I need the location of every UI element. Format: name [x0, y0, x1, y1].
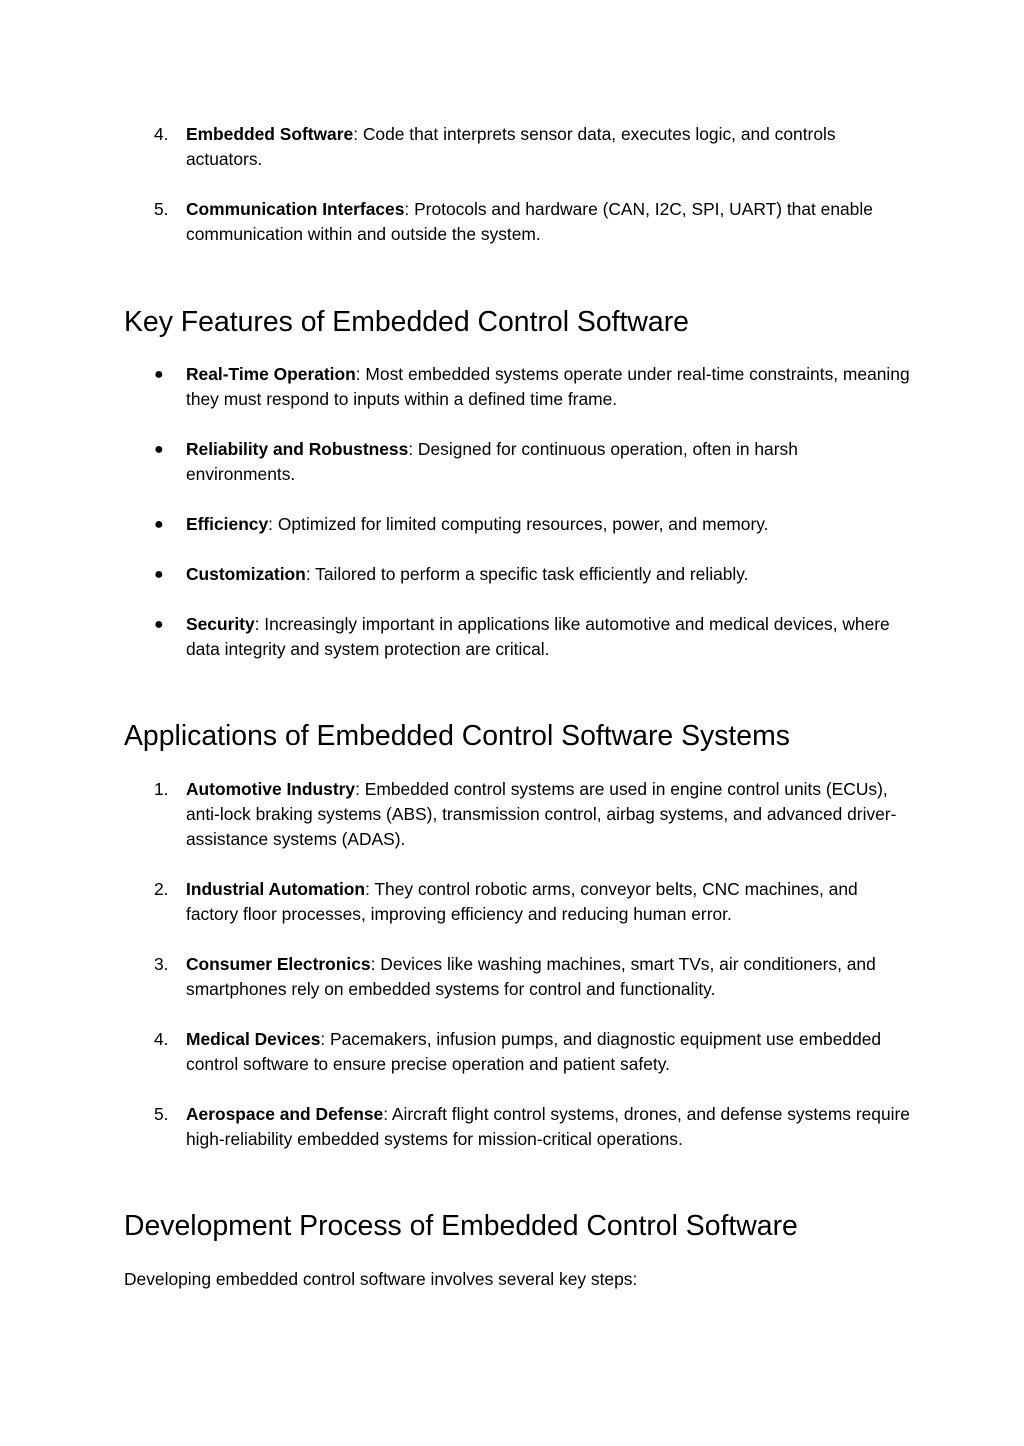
list-item — [150, 362, 910, 412]
list-item-description: : Optimized for limited computing resources, power, and memory. — [268, 514, 769, 534]
list-number: 2. — [154, 879, 169, 899]
list-item-description: : Designed for continuous operation, often in harsh environments. — [186, 439, 798, 484]
bullet-icon: ● — [154, 441, 164, 458]
list-item — [150, 1102, 910, 1152]
list-item-description: : Protocols and hardware (CAN, I2C, SPI, UART) that enable communication within and outside the system. — [186, 199, 873, 244]
list-item-term: Communication Interfaces — [186, 199, 405, 219]
list-number: 5. — [154, 1104, 169, 1124]
list-item-term: Medical Devices — [186, 1029, 321, 1049]
list-item — [150, 197, 910, 247]
list-item — [150, 512, 910, 537]
list-item-term: Embedded Software — [186, 124, 354, 144]
list-item-term: Security — [186, 614, 255, 634]
list-item-term: Aerospace and Defense — [186, 1104, 384, 1124]
list-item — [150, 437, 910, 487]
list-item — [150, 612, 910, 662]
list-item — [150, 777, 910, 852]
bullet-icon: ● — [154, 566, 164, 583]
list-item-term: Efficiency — [186, 514, 269, 534]
list-item-term: Consumer Electronics — [186, 954, 371, 974]
bullet-icon: ● — [154, 616, 164, 633]
list-item — [150, 1027, 910, 1077]
list-item-description: : Embedded control systems are used in engine control units (ECUs), anti-lock braking systems (ABS), transmission control, airbag systems, and advanced driver-assistance systems (ADAS). — [186, 779, 897, 849]
list-number: 5. — [154, 199, 169, 219]
list-item — [150, 122, 910, 172]
list-item-description: : Code that interprets sensor data, executes logic, and controls actuators. — [186, 124, 836, 169]
list-item-description: : Tailored to perform a specific task efficiently and reliably. — [305, 564, 749, 584]
list-item-description: : Aircraft flight control systems, drones, and defense systems require high-reliability embedded systems for mission-critical operations. — [186, 1104, 910, 1149]
list-item-term: Real-Time Operation — [186, 364, 356, 384]
bullet-icon: ● — [154, 366, 164, 383]
list-item-term: Automotive Industry — [186, 779, 356, 799]
list-item — [150, 952, 910, 1002]
list-item-description: : Increasingly important in applications like automotive and medical devices, where data integrity and system protection are critical. — [186, 614, 890, 659]
section-heading-applications: Applications of Embedded Control Software Systems — [124, 720, 790, 752]
section-heading-development: Development Process of Embedded Control Software — [124, 1210, 798, 1242]
list-item-description: : Pacemakers, infusion pumps, and diagnostic equipment use embedded control software to ensure precise operation and patient safety. — [186, 1029, 882, 1074]
list-item-description: : Devices like washing machines, smart TVs, air conditioners, and smartphones rely on embedded systems for control and functionality. — [186, 954, 876, 999]
list-number: 4. — [154, 124, 169, 144]
list-item-term: Customization — [186, 564, 306, 584]
paragraph: Developing embedded control software involves several key steps: — [124, 1269, 638, 1289]
list-number: 1. — [154, 779, 169, 799]
list-number: 4. — [154, 1029, 169, 1049]
list-item-term: Reliability and Robustness — [186, 439, 409, 459]
list-item-term: Industrial Automation — [186, 879, 366, 899]
list-item-description: : Most embedded systems operate under real-time constraints, meaning they must respond to inputs within a defined time frame. — [186, 364, 910, 409]
list-item — [150, 562, 910, 587]
list-number: 3. — [154, 954, 169, 974]
list-item — [150, 877, 910, 927]
list-item-description: : They control robotic arms, conveyor belts, CNC machines, and factory floor processes, improving efficiency and reducing human error. — [186, 879, 858, 924]
bullet-icon: ● — [154, 516, 164, 533]
section-heading-features: Key Features of Embedded Control Software — [124, 306, 689, 338]
